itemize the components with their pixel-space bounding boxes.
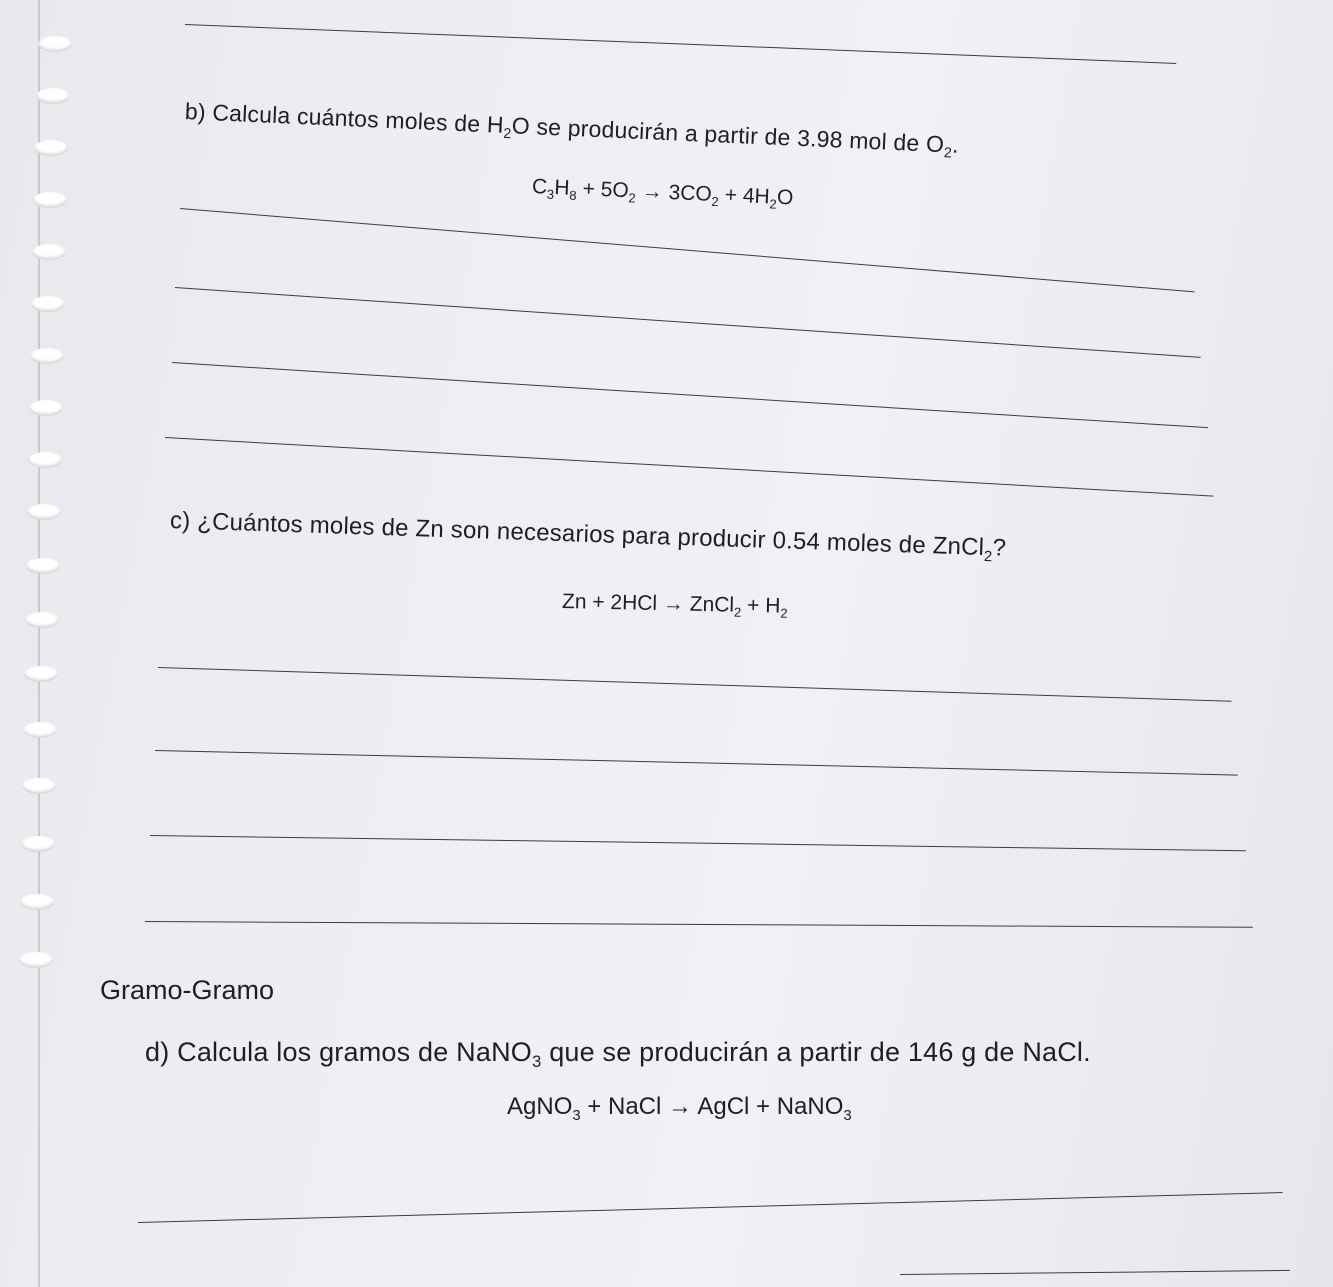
binder-hole — [31, 296, 65, 312]
question-b-text: Calcula cuántos moles de — [211, 99, 481, 137]
binder-hole — [38, 36, 72, 52]
binder-hole — [21, 836, 55, 852]
answer-line — [165, 437, 1213, 497]
answer-line — [172, 362, 1208, 428]
binder-hole — [27, 504, 61, 520]
question-d-label: d) — [145, 1037, 170, 1067]
question-d-text: Calcula los gramos de — [177, 1037, 449, 1067]
answer-line — [175, 287, 1201, 358]
binder-hole — [23, 722, 57, 738]
answer-line — [155, 750, 1238, 776]
question-b-text-2: se producirán a partir de 3.98 mol de — [535, 113, 921, 157]
answer-line — [150, 835, 1246, 851]
binder-hole — [20, 894, 54, 910]
formula-zncl2: ZnCl$_2$? — [932, 532, 1007, 565]
binder-hole — [19, 952, 53, 968]
question-b — [184, 98, 960, 162]
equation-b: $C_3H_8 + 5O_2 \to 3CO_2 + 4H_2O$ — [531, 175, 794, 212]
formula-nano3: NaNO$_3$ — [456, 1037, 542, 1072]
answer-line — [138, 1192, 1283, 1223]
binder-hole — [36, 88, 70, 104]
equation-d: AgNO$_3$ + NaCl → AgCl + NaNO$_3$ — [507, 1093, 852, 1124]
question-c — [170, 507, 1007, 563]
binder-hole — [24, 666, 58, 682]
section-heading: Gramo-Gramo — [100, 975, 275, 1005]
binder-hole — [26, 558, 60, 574]
binder-hole — [22, 778, 56, 794]
binder-hole — [33, 192, 67, 208]
answer-line — [145, 921, 1253, 928]
answer-line — [900, 1270, 1290, 1275]
binder-holes — [0, 0, 80, 1287]
answer-line — [180, 208, 1195, 292]
binder-hole — [30, 348, 64, 364]
binder-hole — [29, 400, 63, 416]
question-c-text: ¿Cuántos moles de Zn son necesarios para producir 0.54 moles de — [196, 507, 927, 560]
question-c-label: c) — [169, 507, 191, 535]
binder-hole — [28, 452, 62, 468]
equation-c: Zn + 2HCl → ZnCl$_2$ + $H_2$ — [561, 590, 788, 621]
formula-h2o: $H_2O$ — [486, 111, 531, 143]
question-b-label: b) — [184, 98, 207, 125]
question-d-text-2: que se producirán a partir de 146 g de NaCl. — [549, 1037, 1091, 1067]
formula-o2: $O_2$. — [925, 130, 960, 162]
answer-line — [185, 24, 1176, 64]
binder-hole — [32, 244, 66, 260]
question-d — [145, 1037, 1091, 1072]
answer-line — [158, 667, 1232, 702]
binder-hole — [34, 140, 68, 156]
binder-hole — [25, 612, 59, 628]
